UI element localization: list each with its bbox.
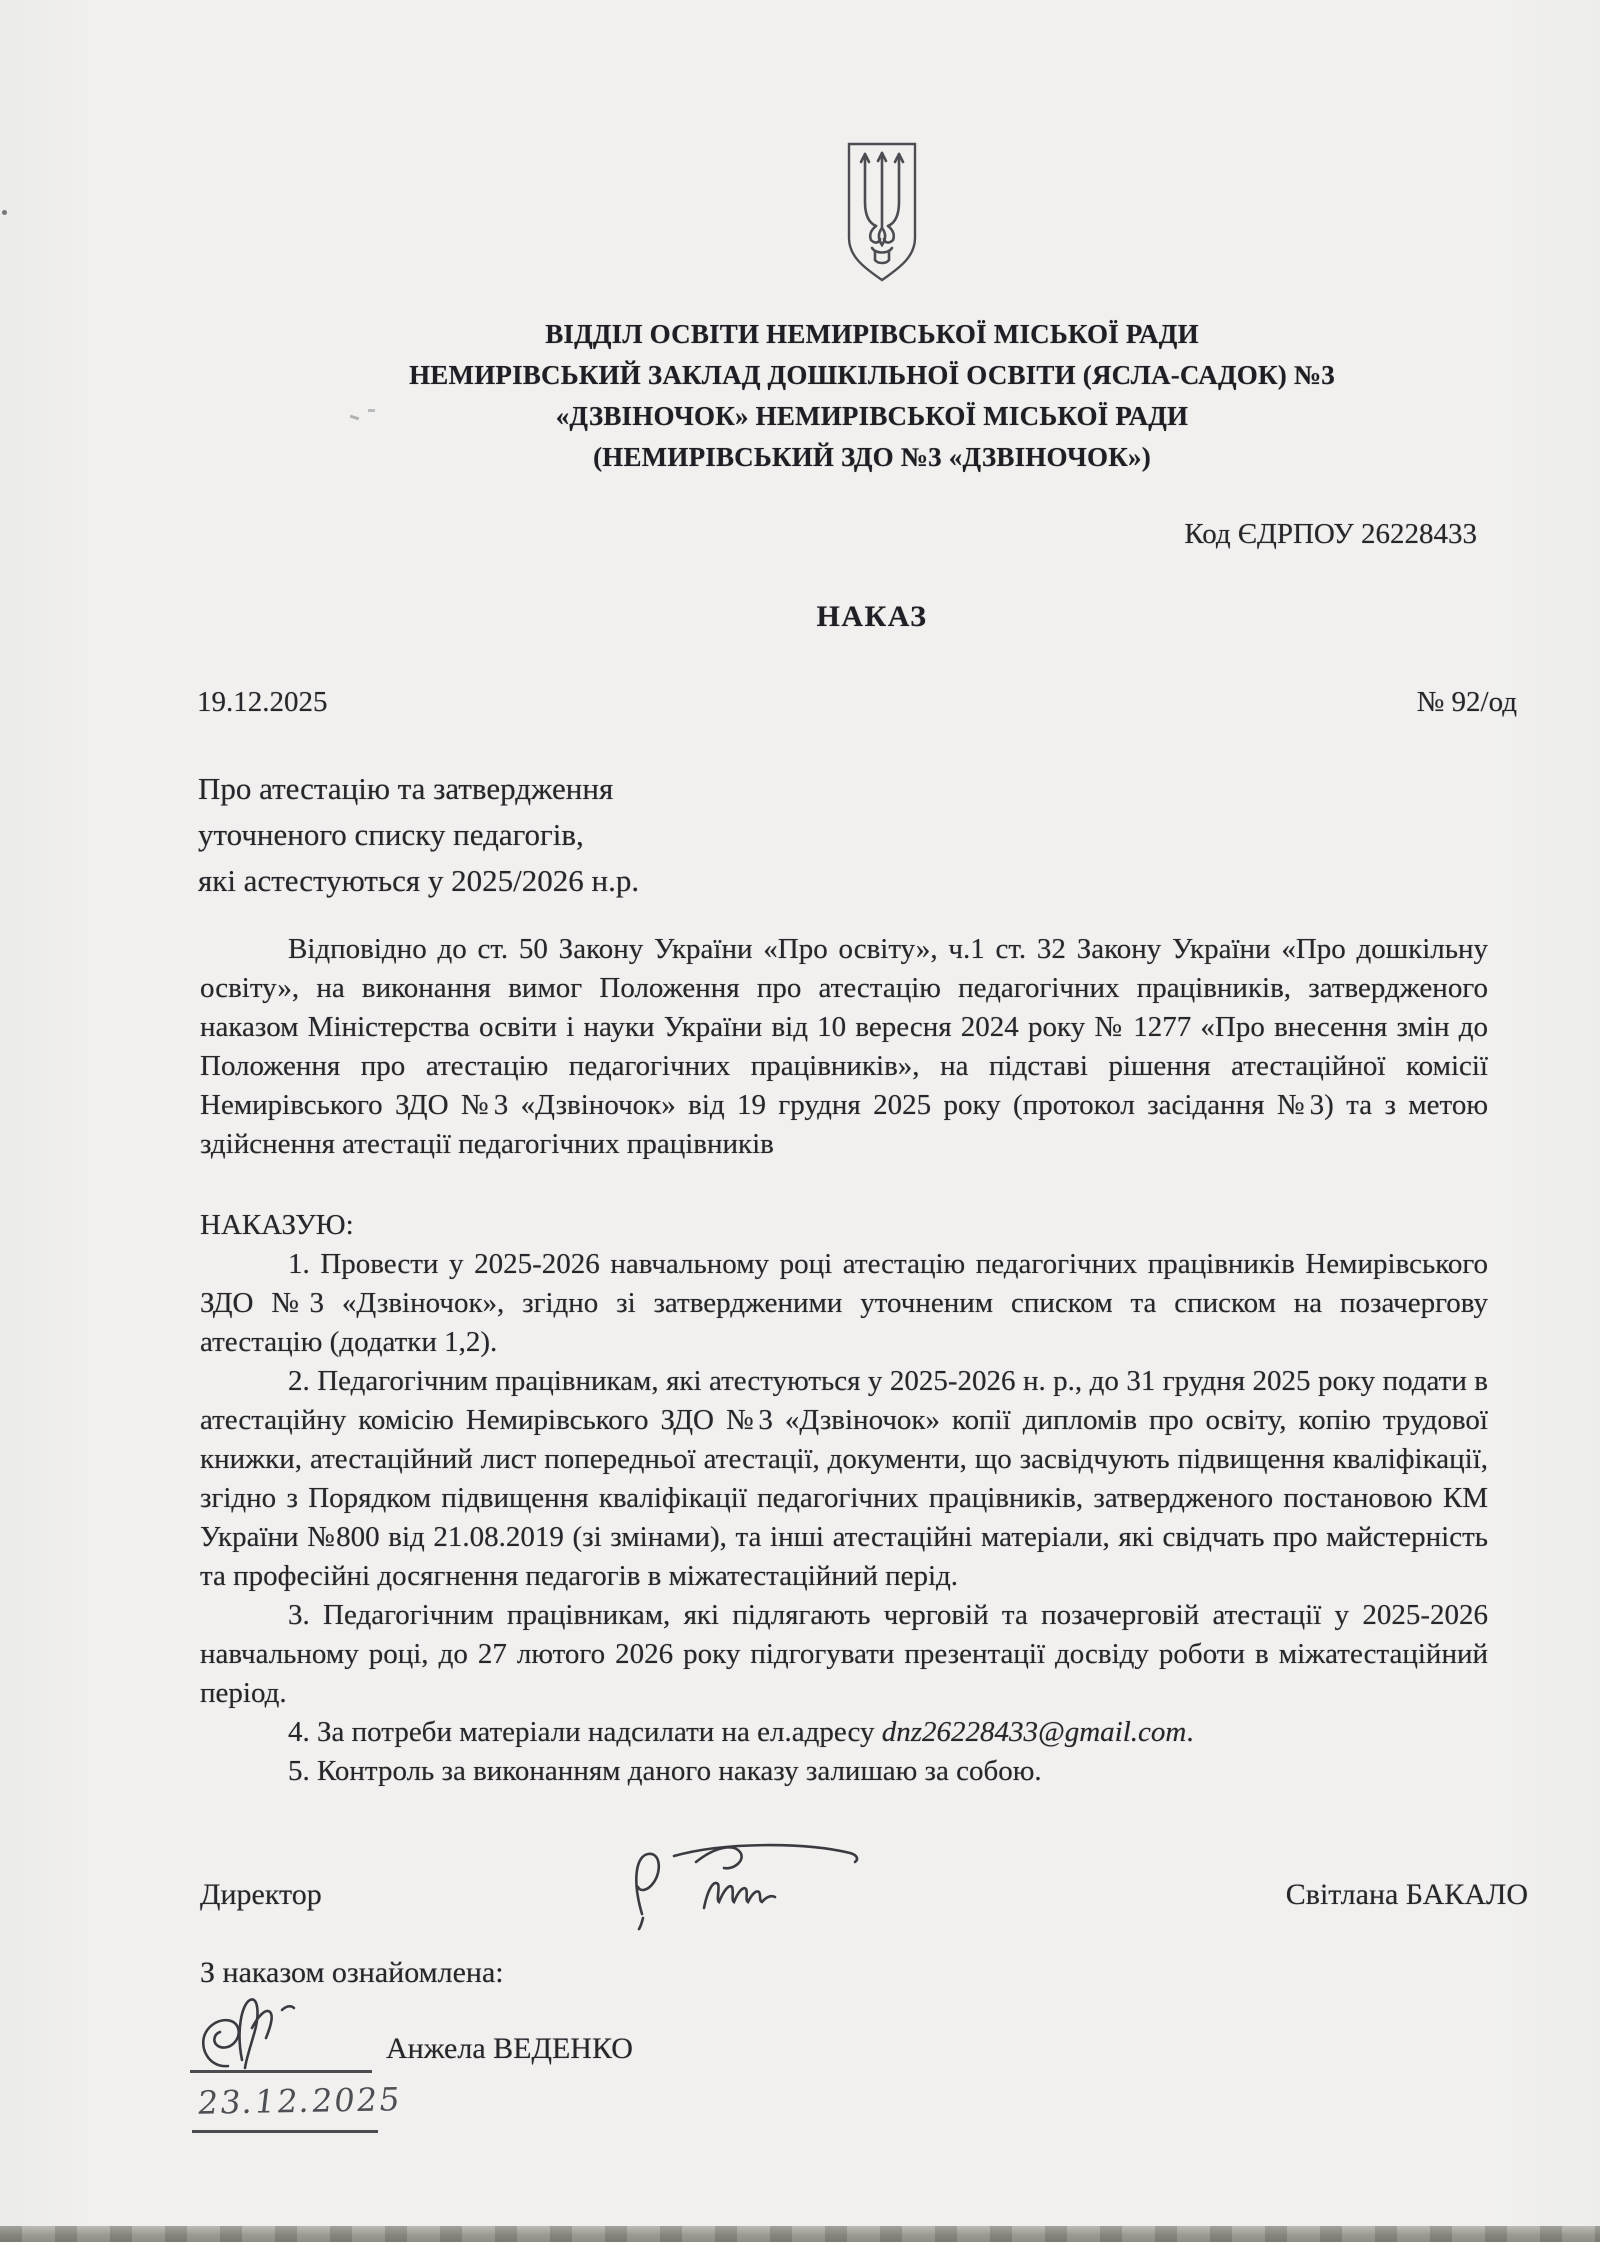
signature-underline: [190, 2070, 372, 2073]
date-number-row: [197, 686, 1517, 726]
acknowledgement-label: З наказом ознайомлена:: [200, 1956, 504, 1989]
handwritten-date: 23.12.2025: [195, 2080, 404, 2122]
preamble-paragraph: Відповідно до ст. 50 Закону України «Про освіту», ч.1 ст. 32 Закону України «Про дошкільну освіту», на виконання вимог Положення про атестацію педагогічних працівників, затвердженого наказом Міністерства освіти і науки України від 10 вересня 2024 року № 1277 «Про внесення змін до Положення про атестацію педагогічних працівників», на підставі рішення атестаційної комісії Немирівського ЗДО №3 «Дзвіночок» від 19 грудня 2025 року (протокол засідання №3) та з метою здійснення атестації педагогічних працівників: [200, 933, 1488, 1160]
scan-mark-artifact: [368, 409, 375, 412]
org-header-line-2: НЕМИРІВСЬКИЙ ЗАКЛАД ДОШКІЛЬНОЇ ОСВІТИ (ЯСЛА-САДОК) №3: [409, 360, 1335, 390]
subject-line-3: які астестуються у 2025/2026 н.р.: [198, 863, 640, 898]
order-item-3: 3. Педагогічним працівникам, які підлягають черговій та позачерговій атестації у 2025-2026 навчальному році, до 27 лютого 2026 року підгогувати презентації досвіду роботи в міжатестаційний період.: [200, 1599, 1488, 1709]
acknowledgement-name: Анжела ВЕДЕНКО: [386, 2032, 633, 2065]
director-name: Світлана БАКАЛО: [1285, 1878, 1528, 1911]
order-item-5: 5. Контроль за виконанням даного наказу залишаю за собою.: [288, 1755, 1042, 1787]
director-position-label: Директор: [200, 1878, 322, 1911]
email-address: dnz26228433@gmail.com: [881, 1716, 1187, 1748]
scan-dot-artifact: [2, 210, 7, 215]
document-body: [200, 930, 1488, 1791]
subject-line-2: уточненого списку педагогів,: [198, 817, 584, 852]
document-subject: [198, 766, 639, 904]
order-item-4: [200, 1713, 1488, 1752]
org-header-line-1: ВІДДІЛ ОСВІТИ НЕМИРІВСЬКОЇ МІСЬКОЇ РАДИ: [545, 319, 1199, 349]
document-title: НАКАЗ: [816, 600, 928, 633]
order-item-2: 2. Педагогічним працівникам, які атестуються у 2025-2026 н. р., до 31 грудня 2025 року подати в атестаційну комісію Немирівського ЗДО №3 «Дзвіночок» копії дипломів про освіту, копію трудової книжки, атестаційний лист попередньої атестації, документи, що засвідчують підвищення кваліфікації, згідно з Порядком підвищення кваліфікації педагогічних працівників, затвердженого постановою КМ України №800 від 21.08.2019 (зі змінами), та інші атестаційні матеріали, які свідчать про майстерність та професійні досягнення педагогів в міжатестаційний перід.: [200, 1365, 1488, 1592]
order-heading: НАКАЗУЮ:: [200, 1209, 354, 1241]
edrpou-code: Код ЄДРПОУ 26228433: [1184, 518, 1477, 550]
org-header-line-4: (НЕМИРІВСЬКИЙ ЗДО №3 «ДЗВІНОЧОК»): [593, 442, 1151, 472]
document-number: № 92/од: [1416, 686, 1517, 718]
order-item-1: 1. Провести у 2025-2026 навчальному році атестацію педагогічних працівників Немирівського ЗДО №3 «Дзвіночок», згідно зі затвердженими уточненим списком та списком на позачергову атестацію (додатки 1,2).: [200, 1248, 1488, 1358]
director-signature-handwriting: [612, 1840, 872, 1940]
document-date: 19.12.2025: [197, 686, 328, 718]
scan-bottom-edge: [0, 2226, 1600, 2242]
order-item-4-period: .: [1186, 1716, 1194, 1748]
date-underline: [192, 2130, 378, 2133]
subject-line-1: Про атестацію та затвердження: [198, 771, 614, 806]
organization-header: [144, 314, 1600, 478]
order-item-4-text: 4. За потреби матеріали надсилати на ел.адресу: [288, 1716, 882, 1748]
ukraine-coat-of-arms-icon: [842, 140, 922, 290]
org-header-line-3: «ДЗВІНОЧОК» НЕМИРІВСЬКОЇ МІСЬКОЇ РАДИ: [555, 401, 1189, 431]
